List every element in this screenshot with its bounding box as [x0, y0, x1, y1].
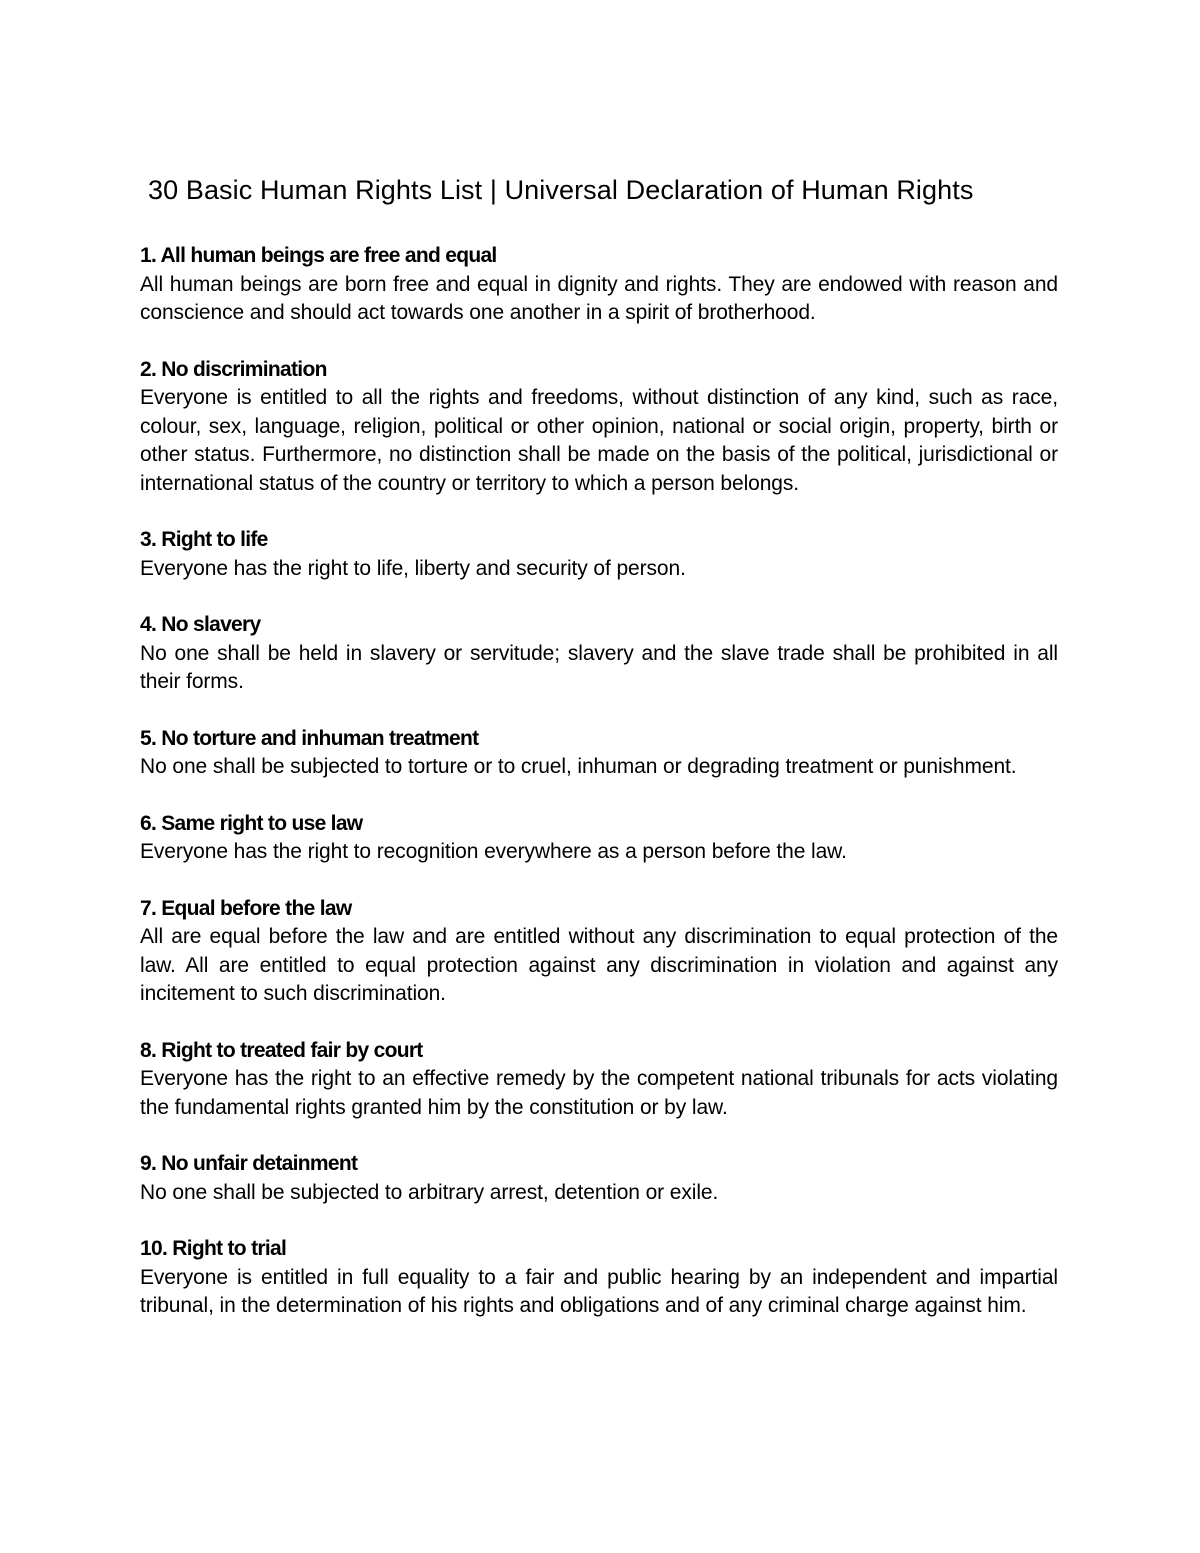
right-description: Everyone has the right to life, liberty and security of person.	[140, 556, 686, 580]
right-heading: 8. Right to treated fair by court	[140, 1038, 423, 1062]
right-item-1	[140, 242, 1058, 328]
right-heading: 3. Right to life	[140, 528, 268, 551]
right-description: Everyone is entitled to all the rights and freedoms, without distinction of any kind, such as race, colour, sex, language, religion, political or other opinion, national or social origin, property, birth or other status. Furthermore, no distinction shall be made on the basis of the political, jurisdictional or international status of the country or territory to which a person belongs.	[140, 386, 1058, 495]
right-description: Everyone has the right to recognition everywhere as a person before the law.	[140, 840, 847, 863]
right-heading: 6. Same right to use law	[140, 811, 363, 835]
document-title: 30 Basic Human Rights List | Universal Declaration of Human Rights	[148, 175, 974, 205]
right-description: All human beings are born free and equal in dignity and rights. They are endowed with reason and conscience and should act towards one another in a spirit of brotherhood.	[140, 272, 1058, 324]
right-item-5	[140, 725, 1058, 782]
right-heading: 7. Equal before the law	[140, 896, 352, 920]
right-heading: 9. No unfair detainment	[140, 1152, 358, 1175]
right-description: No one shall be subjected to torture or to cruel, inhuman or degrading treatment or punishment.	[140, 755, 1017, 778]
right-item-7	[140, 895, 1058, 1009]
right-heading: 10. Right to trial	[140, 1237, 287, 1260]
right-heading: 2. No discrimination	[140, 357, 327, 381]
right-item-10	[140, 1235, 1058, 1321]
right-item-4	[140, 611, 1058, 697]
right-description: No one shall be held in slavery or servitude; slavery and the slave trade shall be prohibited in all their forms.	[140, 641, 1058, 693]
right-heading: 5. No torture and inhuman treatment	[140, 726, 479, 750]
right-item-8	[140, 1037, 1058, 1123]
right-item-9	[140, 1150, 1058, 1207]
right-item-6	[140, 810, 1058, 867]
right-description: Everyone is entitled in full equality to a fair and public hearing by an independent and impartial tribunal, in the determination of his rights and obligations and of any criminal charge against him.	[140, 1265, 1058, 1317]
right-heading: 1. All human beings are free and equal	[140, 244, 497, 267]
right-description: Everyone has the right to an effective remedy by the competent national tribunals for acts violating the fundamental rights granted him by the constitution or by law.	[140, 1067, 1058, 1119]
right-item-3	[140, 526, 1058, 583]
right-heading: 4. No slavery	[140, 613, 261, 636]
right-description: No one shall be subjected to arbitrary arrest, detention or exile.	[140, 1180, 719, 1204]
rights-list	[140, 242, 1058, 1321]
right-description: All are equal before the law and are entitled without any discrimination to equal protection of the law. All are entitled to equal protection against any discrimination in violation and against any incitement to such discrimination.	[140, 925, 1058, 1005]
document-page	[140, 170, 1058, 1349]
right-item-2	[140, 356, 1058, 499]
